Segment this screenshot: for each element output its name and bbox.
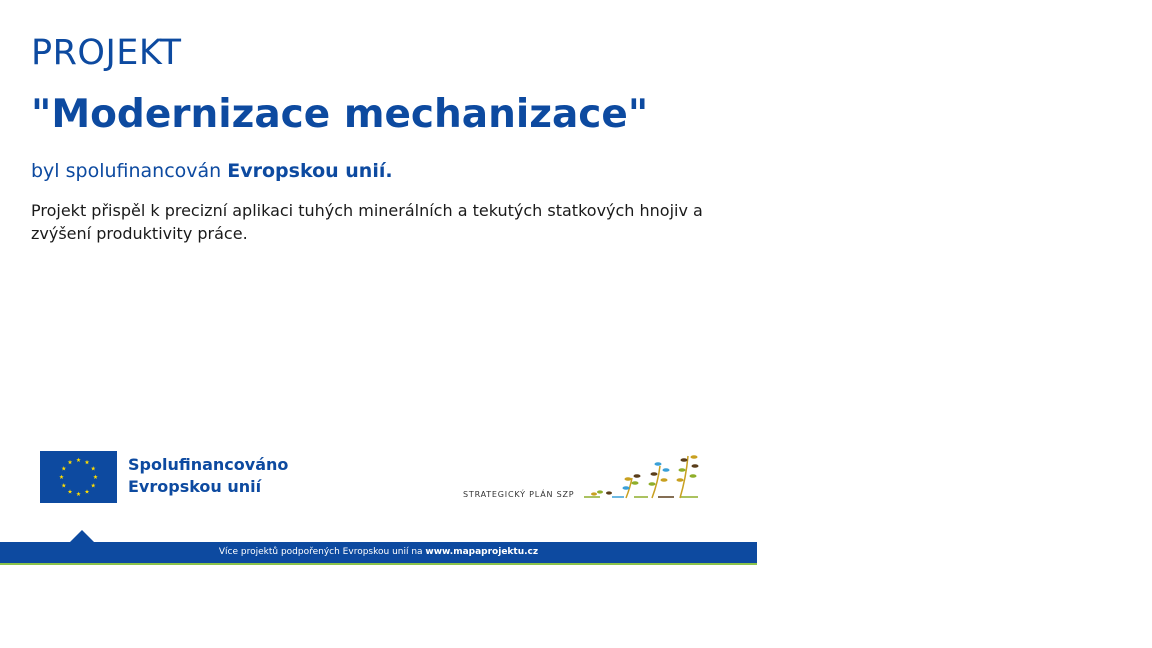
- project-label: PROJEKT: [31, 33, 182, 73]
- cofinanced-eu: Evropskou unií.: [227, 160, 393, 182]
- footer-bar: [0, 542, 757, 565]
- footer-pointer: [70, 530, 94, 542]
- eu-star: [85, 460, 90, 464]
- eu-cofinanced-line2: Evropskou unií: [128, 477, 262, 496]
- cofinanced-statement: [31, 158, 393, 184]
- footer-link[interactable]: www.mapaprojektu.cz: [425, 547, 539, 557]
- eu-star: [62, 466, 67, 470]
- eu-star: [76, 492, 81, 496]
- project-description: Projekt přispěl k precizní aplikaci tuhých minerálních a tekutých statkových hnojiv a zvýšení produktivity práce.: [31, 201, 703, 243]
- cofinanced-prefix: byl spolufinancován: [31, 160, 228, 182]
- project-title: "Modernizace mechanizace": [31, 92, 649, 137]
- eu-star: [91, 466, 96, 470]
- eu-cofinanced-label: [128, 454, 288, 498]
- eu-star: [68, 489, 73, 493]
- eu-cofinanced-line1: Spolufinancováno: [128, 455, 289, 474]
- eu-star: [68, 460, 73, 464]
- footer-text: Více projektů podpořených Evropskou unií na: [218, 547, 426, 557]
- eu-star: [62, 483, 67, 487]
- szp-plants-icon: [582, 450, 707, 504]
- eu-star: [93, 475, 98, 479]
- eu-star: [59, 475, 64, 479]
- eu-star: [91, 483, 96, 487]
- eu-star: [85, 489, 90, 493]
- eu-flag-icon: [40, 451, 117, 503]
- szp-logo-text: STRATEGICKÝ PLÁN SZP: [463, 490, 575, 499]
- eu-star: [76, 458, 81, 462]
